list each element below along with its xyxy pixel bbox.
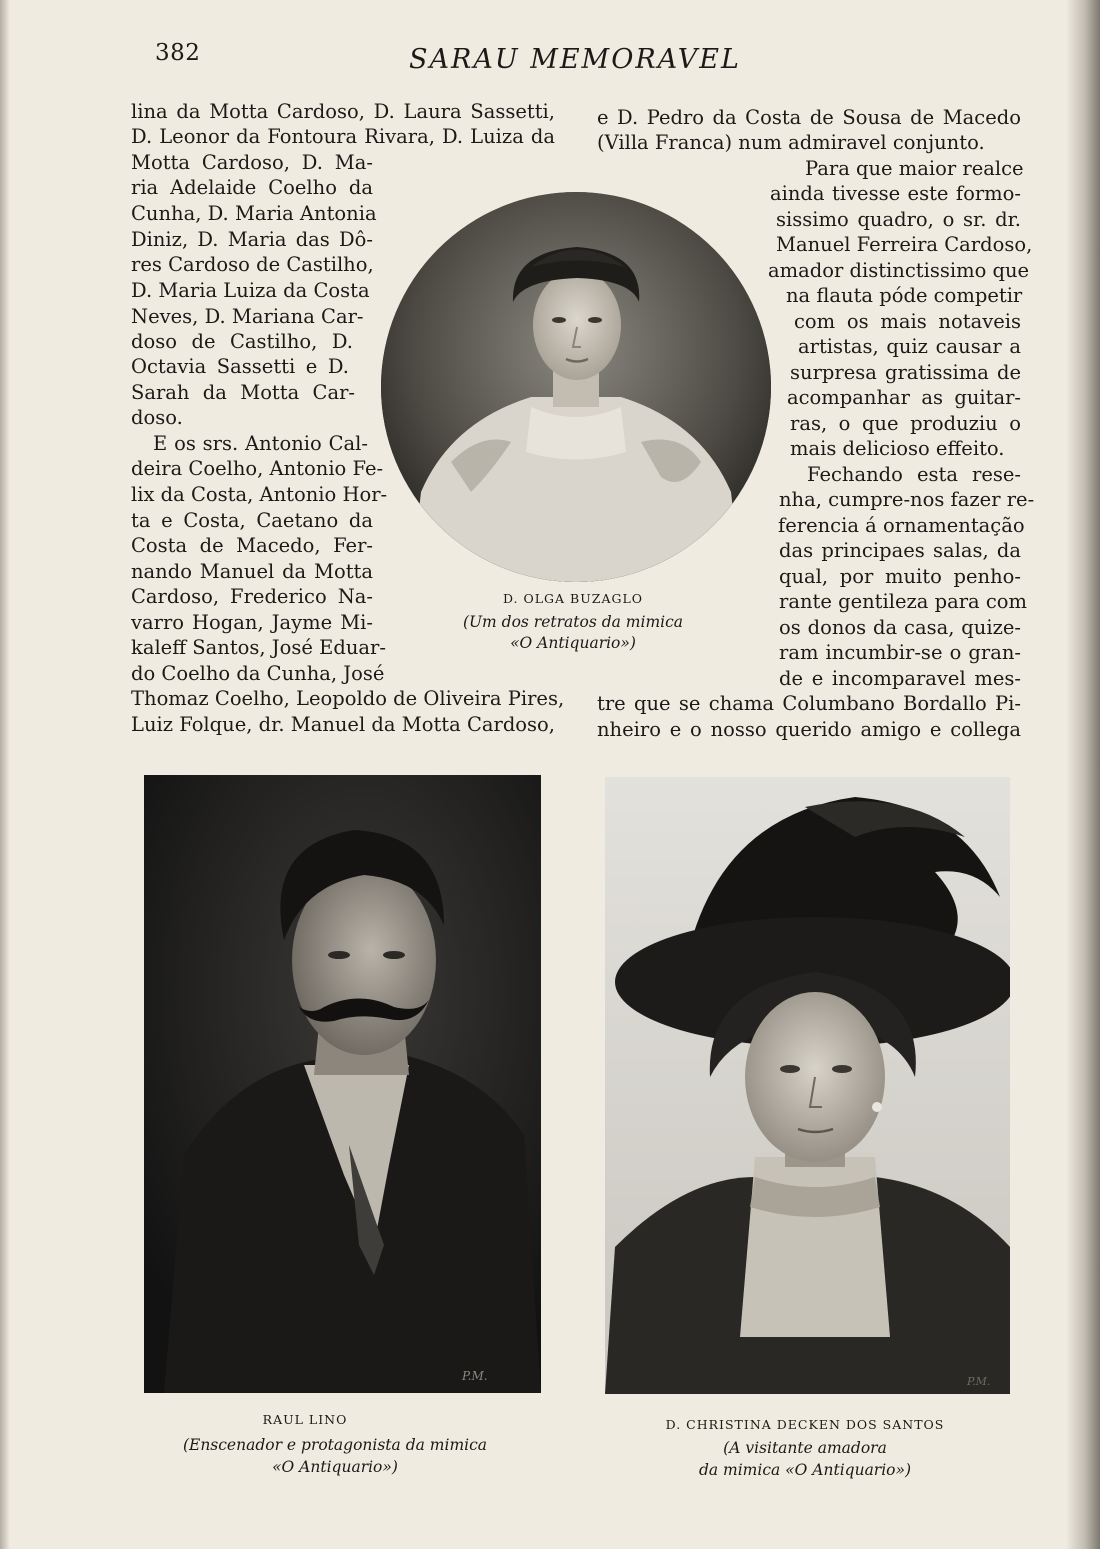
text-line: nando Manuel da Motta	[131, 560, 373, 583]
text-line: ferencia á ornamentação	[778, 514, 1025, 537]
text-line: Fechando esta rese-	[807, 463, 1021, 486]
svg-text:P.M.: P.M.	[967, 1375, 991, 1388]
text-line: Cardoso, Frederico Na-	[131, 585, 373, 608]
page-left-edge	[0, 0, 10, 1549]
text-line: qual, por muito penho-	[779, 565, 1021, 588]
text-line: deira Coelho, Antonio Fe-	[131, 457, 384, 480]
text-line: doso de Castilho, D.	[131, 330, 353, 353]
text-line: ras, o que produziu o	[790, 412, 1021, 435]
caption-right-desc-2: da mimica «O Antiquario»)	[698, 1461, 912, 1479]
text-line: Octavia Sassetti e D.	[131, 355, 349, 378]
portrait-woman-hat-illustration	[605, 777, 1010, 1394]
text-line: E os srs. Antonio Cal-	[153, 432, 368, 455]
text-line: varro Hogan, Jayme Mi-	[131, 611, 373, 634]
text-line: Neves, D. Mariana Car-	[131, 305, 364, 328]
text-line: ainda tivesse este formo-	[770, 182, 1021, 205]
text-line: res Cardoso de Castilho,	[131, 253, 374, 276]
text-line: Motta Cardoso, D. Ma-	[131, 151, 373, 174]
text-line: amador distinctissimo que	[768, 259, 1030, 282]
text-line: mais delicioso effeito.	[790, 437, 1005, 460]
text-line: Costa de Macedo, Fer-	[131, 534, 373, 557]
text-line: Manuel Ferreira Cardoso,	[776, 233, 1033, 256]
text-line: lix da Costa, Antonio Hor-	[131, 483, 388, 506]
text-line: das principaes salas, da	[779, 539, 1021, 562]
caption-top-name: D. OLGA BUZAGLO	[502, 591, 644, 606]
text-line: rante gentileza para com	[779, 590, 1028, 613]
text-line: com os mais notaveis	[794, 310, 1021, 333]
text-line: e D. Pedro da Costa de Sousa de Macedo	[597, 106, 1021, 129]
text-line: Cunha, D. Maria Antonia	[131, 202, 377, 225]
text-line: Para que maior realce	[805, 157, 1024, 180]
text-line: do Coelho da Cunha, José	[131, 662, 385, 685]
page-number: 382	[155, 40, 201, 66]
svg-text:P.M.: P.M.	[462, 1369, 488, 1383]
binding-shadow	[1066, 0, 1100, 1549]
caption-top-desc-1: (Um dos retratos da mimica	[462, 613, 684, 631]
text-line: os donos da casa, quize-	[779, 616, 1021, 639]
text-line: ta e Costa, Caetano da	[131, 509, 373, 532]
text-line: lina da Motta Cardoso, D. Laura Sassetti,	[131, 100, 555, 123]
text-line: acompanhar as guitar-	[787, 386, 1021, 409]
portrait-raul-lino	[144, 775, 541, 1393]
text-line: Thomaz Coelho, Leopoldo de Oliveira Pires,	[131, 687, 565, 710]
caption-left-desc-2: «O Antiquario»)	[272, 1458, 398, 1476]
text-line: doso.	[131, 406, 183, 429]
text-line: Sarah da Motta Car-	[131, 381, 355, 404]
text-line: (Villa Franca) num admiravel conjunto.	[597, 131, 985, 154]
text-line: D. Leonor da Fontoura Rivara, D. Luiza da	[131, 125, 555, 148]
portrait-man-illustration	[144, 775, 541, 1393]
caption-right-desc-1: (A visitante amadora	[723, 1439, 887, 1457]
text-line: artistas, quiz causar a	[798, 335, 1021, 358]
text-line: D. Maria Luiza da Costa	[131, 279, 370, 302]
text-line: sissimo quadro, o sr. dr.	[776, 208, 1021, 231]
portrait-woman-illustration	[381, 192, 771, 582]
portrait-christina-decken-dos-santos	[605, 777, 1010, 1394]
text-line: nheiro e o nosso querido amigo e collega	[597, 718, 1021, 741]
portrait-olga-buzaglo	[381, 192, 771, 582]
running-title: SARAU MEMORAVEL	[409, 44, 741, 75]
caption-right-name: D. CHRISTINA DECKEN DOS SANTOS	[665, 1417, 945, 1432]
text-line: nha, cumpre-nos fazer re-	[779, 488, 1035, 511]
text-line: ria Adelaide Coelho da	[131, 176, 373, 199]
text-line: kaleff Santos, José Eduar-	[131, 636, 386, 659]
text-line: na flauta póde competir	[786, 284, 1023, 307]
text-line: Luiz Folque, dr. Manuel da Motta Cardoso,	[131, 713, 555, 736]
caption-left-desc-1: (Enscenador e protagonista da mimica	[182, 1436, 488, 1454]
text-line: surpresa gratissima de	[790, 361, 1021, 384]
text-line: ram incumbir-se o gran-	[779, 641, 1021, 664]
text-line: de e incomparavel mes-	[779, 667, 1021, 690]
caption-left-name: RAUL LINO	[262, 1412, 348, 1427]
text-line: Diniz, D. Maria das Dô-	[131, 228, 373, 251]
caption-top-desc-2: «O Antiquario»)	[510, 634, 636, 652]
text-line: tre que se chama Columbano Bordallo Pi-	[597, 692, 1021, 715]
